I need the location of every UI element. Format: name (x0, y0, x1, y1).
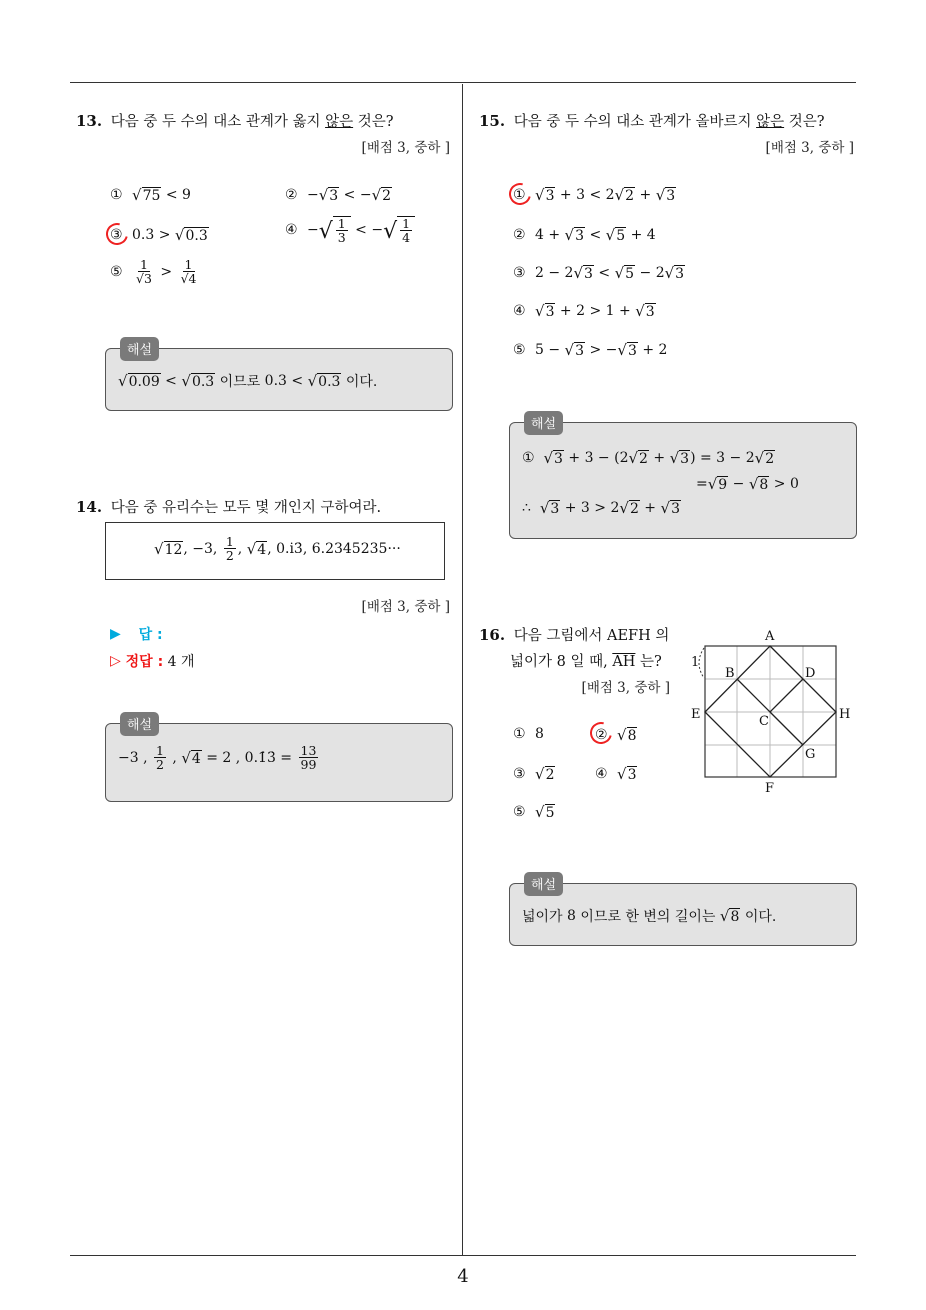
q14-solution-tag: 해설 (120, 712, 159, 736)
q16-option-1[interactable]: ① 8 (513, 726, 544, 742)
q14-correct-label: 정답 : (125, 654, 164, 670)
q16-text-line2: 넓이가 8 일 때, $\overline{AH}$ 는? (510, 654, 662, 670)
label-D: D (805, 666, 816, 681)
q13-title (76, 110, 394, 131)
q14-answer-label: 답 : (138, 627, 163, 643)
q15-option-1[interactable]: ① √ 3 + 3 < 2 √ 2 + √ 3 (513, 186, 676, 204)
label-H: H (839, 707, 851, 722)
q14-box-content: √ 12 , −3, $\frac{1}{2}$ , √ 4 , 0.i3̇, 6.2345235··· (154, 534, 401, 564)
correct-triangle-icon: ▷ (110, 653, 126, 669)
q13-solution-tag: 해설 (120, 337, 159, 361)
q15-text: 다음 중 두 수의 대소 관계가 올바르지 않은 것은? (513, 114, 825, 130)
q15-solution-line-2: = √ 9 − √ 8 > 0 (696, 475, 799, 493)
q14-answer-row[interactable] (110, 624, 163, 644)
top-rule (70, 82, 856, 83)
q15-option-3[interactable]: ③ 2 − 2 √ 3 < √ 5 − 2 √ 3 (513, 264, 685, 282)
q16-option-5[interactable]: ⑤ √ 5 (513, 803, 555, 821)
q16-solution-text: 넓이가 8 이므로 한 변의 길이는 √ 8 이다. (522, 907, 777, 925)
q15-solution-line-1: ① √ 3 + 3 − (2 √ 2 + √ 3 ) = 3 − 2 √ 2 (522, 449, 775, 467)
q13-option-5[interactable]: ⑤ $\frac{1}{√3}$ > $\frac{1}{√4}$ (110, 257, 197, 287)
q13-option-4[interactable]: ④ − √ $\frac{1}{3}$ < − √ $\frac{1}{4}$ (285, 216, 415, 244)
q16-option-3[interactable]: ③ √ 2 (513, 765, 555, 783)
label-A: A (765, 629, 775, 644)
label-E: E (691, 707, 701, 722)
bottom-rule (70, 1255, 856, 1256)
q16-title (479, 624, 669, 645)
label-F: F (765, 781, 775, 796)
q16-solution-tag: 해설 (524, 872, 563, 896)
q15-solution-line-3: ∴ √ 3 + 3 > 2 √ 2 + √ 3 (522, 499, 680, 517)
q13-option-1[interactable]: ① √ 75 < 9 (110, 186, 191, 204)
q15-meta: [배점 3, 중하 ] (765, 140, 854, 156)
q16-option-2[interactable]: ② √ 8 (595, 726, 637, 744)
q15-option-5[interactable]: ⑤ 5 − √ 3 > − √ 3 + 2 (513, 341, 668, 359)
q13-option-2[interactable]: ② − √ 3 < − √ 2 (285, 186, 392, 204)
q15-option-2[interactable]: ② 4 + √ 3 < √ 5 + 4 (513, 226, 656, 244)
q16-number: 16. (479, 626, 506, 644)
q13-solution-text: √ 0.09 < √ 0.3 이므로 0.3 < √ 0.3 이다. (118, 372, 378, 390)
q14-title (76, 496, 381, 517)
q13-option-3[interactable]: ③ 0.3 > √ 0.3 (110, 226, 208, 244)
q13-selected-circle (102, 219, 132, 249)
label-G: G (805, 747, 816, 762)
q16-option-4[interactable]: ④ √ 3 (595, 765, 637, 783)
answer-triangle-icon: ▶ (110, 626, 139, 642)
q15-solution-tag: 해설 (524, 411, 563, 435)
q16-grid-figure (688, 626, 858, 798)
q16-text-line1: 다음 그림에서 AEFH 의 (513, 628, 670, 644)
q14-solution-box (105, 718, 453, 802)
q15-option-4[interactable]: ④ √ 3 + 2 > 1 + √ 3 (513, 302, 655, 320)
label-one: 1 (691, 655, 700, 670)
q15-selected-circle (505, 179, 535, 209)
q14-text: 다음 중 유리수는 모두 몇 개인지 구하여라. (110, 500, 382, 516)
q16-meta: [배점 3, 중하 ] (581, 680, 670, 696)
q13-text: 다음 중 두 수의 대소 관계가 옳지 않은 것은? (110, 114, 394, 130)
q13-solution-box (105, 343, 453, 411)
q15-solution-box (509, 417, 857, 539)
q13-meta: [배점 3, 중하 ] (361, 140, 450, 156)
label-C: C (759, 714, 769, 729)
q14-meta: [배점 3, 중하 ] (361, 599, 450, 615)
q14-number: 14. (76, 498, 103, 516)
q14-solution-text: −3 , $\frac{1}{2}$ , √ 4 = 2 , 0.1̇3̇ = $\frac{13}{99}$ (118, 743, 317, 773)
q15-number: 15. (479, 112, 506, 130)
q14-correct-row (110, 651, 195, 671)
q14-number-box (105, 522, 445, 580)
q14-correct-value: 4 개 (167, 654, 195, 670)
page-number: 4 (457, 1266, 469, 1287)
column-divider (462, 84, 463, 1256)
label-B: B (725, 666, 735, 681)
q16-solution-box (509, 878, 857, 946)
q15-title (479, 110, 825, 131)
q13-number: 13. (76, 112, 103, 130)
